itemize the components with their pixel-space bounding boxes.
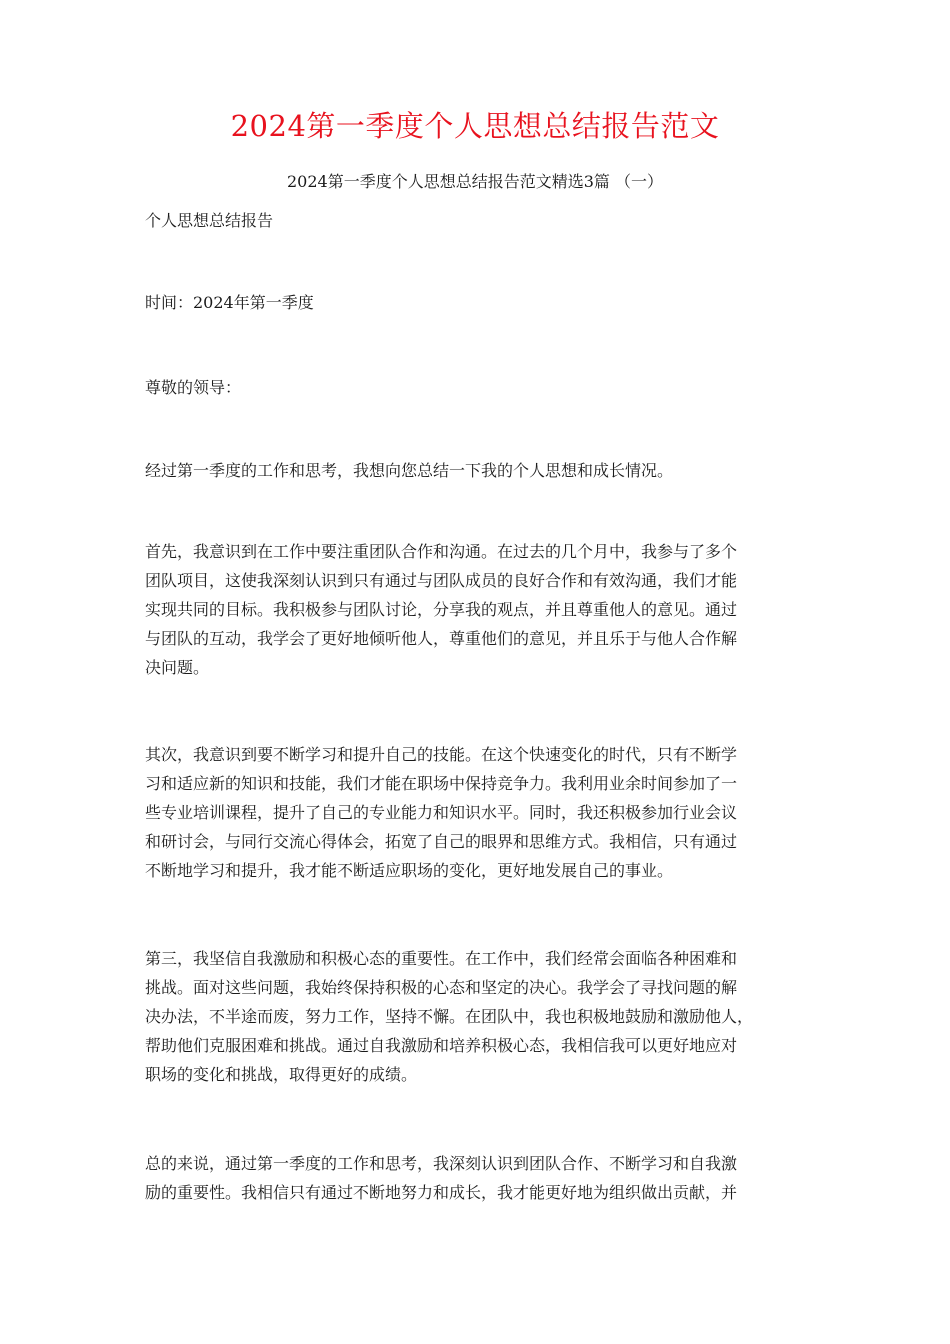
paragraph-line: 帮助他们克服困难和挑战。通过自我激励和培养积极心态，我相信我可以更好地应对 <box>145 1036 738 1055</box>
salutation-text: 尊敬的领导： <box>145 378 242 397</box>
paragraph-line: 不断地学习和提升，我才能不断适应职场的变化，更好地发展自己的事业。 <box>145 861 674 880</box>
document-title: 2024第一季度个人思想总结报告范文 <box>230 109 720 143</box>
report-heading-text: 个人思想总结报告 <box>145 211 274 230</box>
paragraph-line: 些专业培训课程，提升了自己的专业能力和知识水平。同时，我还积极参加行业会议 <box>145 803 738 822</box>
paragraph-line: 励的重要性。我相信只有通过不断地努力和成长，我才能更好地为组织做出贡献，并 <box>145 1183 738 1202</box>
paragraph-line: 习和适应新的知识和技能，我们才能在职场中保持竞争力。我利用业余时间参加了一 <box>145 774 738 793</box>
paragraph-line: 决问题。 <box>145 658 210 677</box>
paragraph-line: 和研讨会，与同行交流心得体会，拓宽了自己的眼界和思维方式。我相信，只有通过 <box>145 832 738 851</box>
paragraph-summary <box>145 1149 817 1207</box>
paragraph-teamwork <box>145 537 817 682</box>
salutation <box>145 373 817 402</box>
time-line <box>145 288 817 317</box>
document-subtitle: 2024第一季度个人思想总结报告范文精选3篇 （一） <box>287 172 663 191</box>
time-line-text: 时间：2024年第一季度 <box>145 293 314 312</box>
paragraph-line: 第三，我坚信自我激励和积极心态的重要性。在工作中，我们经常会面临各种困难和 <box>145 949 738 968</box>
intro-text: 经过第一季度的工作和思考，我想向您总结一下我的个人思想和成长情况。 <box>145 461 674 480</box>
paragraph-line: 决办法，不半途而废，努力工作，坚持不懈。在团队中，我也积极地鼓励和激励他人， <box>145 1007 754 1026</box>
paragraph-line: 团队项目，这使我深刻认识到只有通过与团队成员的良好合作和有效沟通，我们才能 <box>145 571 738 590</box>
paragraph-learning <box>145 740 817 885</box>
paragraph-motivation <box>145 944 817 1089</box>
paragraph-line: 与团队的互动，我学会了更好地倾听他人，尊重他们的意见，并且乐于与他人合作解 <box>145 629 738 648</box>
paragraph-line: 其次，我意识到要不断学习和提升自己的技能。在这个快速变化的时代，只有不断学 <box>145 745 738 764</box>
report-heading <box>145 206 817 235</box>
intro-paragraph <box>145 456 817 485</box>
paragraph-line: 挑战。面对这些问题，我始终保持积极的心态和坚定的决心。我学会了寻找问题的解 <box>145 978 738 997</box>
paragraph-line: 首先，我意识到在工作中要注重团队合作和沟通。在过去的几个月中，我参与了多个 <box>145 542 738 561</box>
paragraph-line: 职场的变化和挑战，取得更好的成绩。 <box>145 1065 418 1084</box>
paragraph-line: 总的来说，通过第一季度的工作和思考，我深刻认识到团队合作、不断学习和自我激 <box>145 1154 738 1173</box>
paragraph-line: 实现共同的目标。我积极参与团队讨论，分享我的观点，并且尊重他人的意见。通过 <box>145 600 738 619</box>
